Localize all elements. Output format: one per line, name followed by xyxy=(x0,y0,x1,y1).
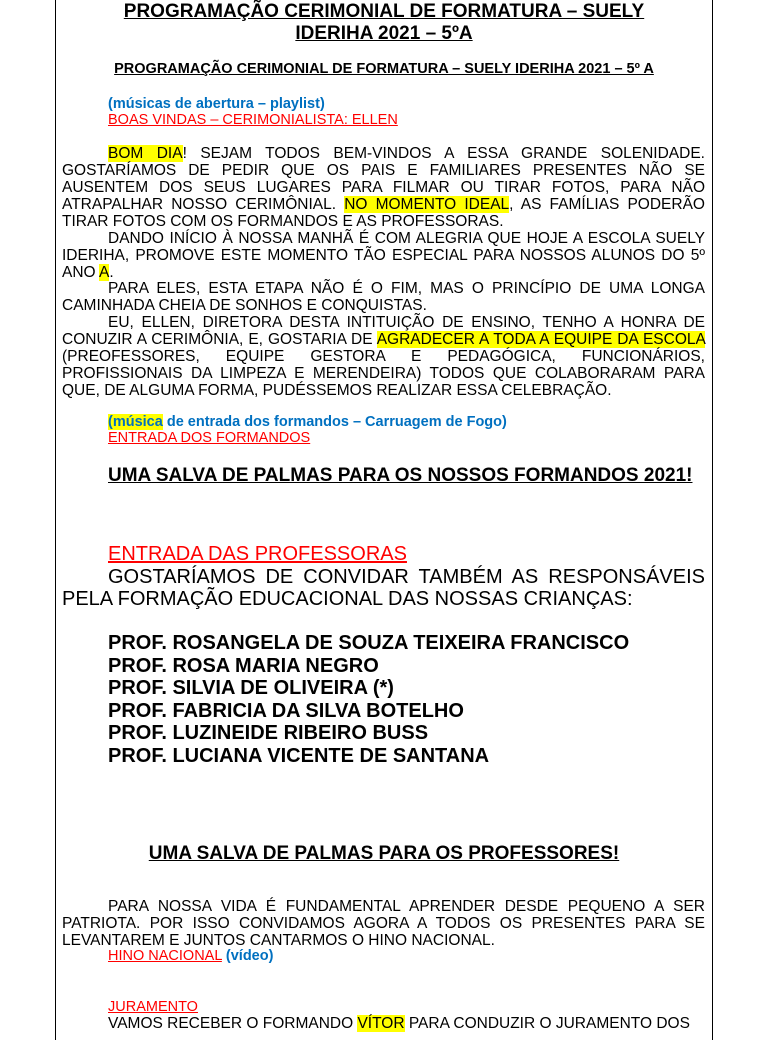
speech-text: , AS FAMÍLIAS PODERÃO TIRAR FOTOS COM OS FORMANDOS E AS PROFESSORAS. xyxy=(62,196,705,230)
speech-text: (PREOFESSORES, EQUIPE GESTORA E PEDAGÓGICA, FUNCIONÁRIOS, PROFISSIONAIS DA LIMPEZA E MERENDEIRA) TODOS QUE COLABORARAM PARA QUE, DE ALGUMA FORMA, PUDÉSSEMOS REALIZAR ESSA CELEBRAÇÃO. xyxy=(62,348,705,399)
document-subtitle: PROGRAMAÇÃO CERIMONIAL DE FORMATURA – SUELY IDERIHA 2021 – 5º A xyxy=(114,61,654,77)
highlight-vitor: VÍTOR xyxy=(357,1015,405,1032)
teacher-name: PROF. SILVIA DE OLIVEIRA (*) xyxy=(108,677,394,699)
speech-text: EU, ELLEN, DIRETORA DESTA INTITUIÇÃO DE ENSINO, TENHO A HONRA DE CONUZIR A CERIMÔNIA, E, GOSTARIA DE xyxy=(62,314,705,348)
teachers-applause: UMA SALVA DE PALMAS PARA OS PROFESSORES! xyxy=(148,843,620,864)
graduates-applause: UMA SALVA DE PALMAS PARA OS NOSSOS FORMANDOS 2021! xyxy=(108,465,693,486)
oath-heading: JURAMENTO xyxy=(108,999,198,1015)
teacher-name: PROF. LUCIANA VICENTE DE SANTANA xyxy=(108,745,490,767)
speech-text: DANDO INÍCIO À NOSSA MANHÃ É COM ALEGRIA QUE HOJE A ESCOLA SUELY IDERIHA, PROMOVE ESTE MOMENTO TÃO ESPECIAL PARA NOSSOS ALUNOS DO 5º ANO xyxy=(62,230,705,281)
teacher-name: PROF. LUZINEIDE RIBEIRO BUSS xyxy=(108,722,429,744)
anthem-heading: HINO NACIONAL xyxy=(108,948,222,964)
teachers-invite: GOSTARÍAMOS DE CONVIDAR TAMBÉM AS RESPONSÁVEIS PELA FORMAÇÃO EDUCACIONAL DAS NOSSAS CRIANÇAS: xyxy=(62,566,705,610)
anthem-line xyxy=(108,948,273,964)
anthem-note: (vídeo) xyxy=(225,948,274,964)
teacher-name: PROF. ROSA MARIA NEGRO xyxy=(108,655,379,677)
speech-paragraph-2 xyxy=(62,230,705,281)
document-title-line2: IDERIHA 2021 – 5ºA xyxy=(295,23,473,44)
entrance-heading: ENTRADA DOS FORMANDOS xyxy=(108,430,311,446)
entrance-music-note xyxy=(108,414,507,430)
speech-paragraph-4 xyxy=(62,314,705,399)
speech-paragraph-1 xyxy=(62,145,705,230)
highlight-agradecer: AGRADECER A TODA A EQUIPE DA ESCOLA xyxy=(376,331,705,348)
highlight-bom-dia: BOM DIA xyxy=(108,145,183,162)
welcome-heading: BOAS VINDAS – CERIMONIALISTA: ELLEN xyxy=(108,112,398,128)
oath-text-b: PARA CONDUZIR O JURAMENTO DOS xyxy=(404,1015,690,1032)
teachers-heading: ENTRADA DAS PROFESSORAS xyxy=(108,543,407,565)
anthem-paragraph: PARA NOSSA VIDA É FUNDAMENTAL APRENDER DESDE PEQUENO A SER PATRIOTA. POR ISSO CONVIDAMOS AGORA A TODOS OS PRESENTES PARA SE LEVANTAREM E JUNTOS CANTARMOS O HINO NACIONAL. xyxy=(62,898,705,949)
oath-text-a: VAMOS RECEBER O FORMANDO xyxy=(108,1015,358,1032)
oath-text xyxy=(108,1015,690,1033)
speech-paragraph-3: PARA ELES, ESTA ETAPA NÃO É O FIM, MAS O PRINCÍPIO DE UMA LONGA CAMINHADA CHEIA DE SONHOS E CONQUISTAS. xyxy=(62,280,705,314)
speech-text: ! SEJAM TODOS BEM-VINDOS A ESSA GRANDE SOLENIDADE. GOSTARÍAMOS DE PEDIR QUE OS PAIS E FAMILIARES PRESENTES NÃO SE AUSENTEM DOS SEUS LUGARES PARA FILMAR OU TIRAR FOTOS, PARA NÃO ATRAPALHAR NOSSO CERIMÔNIAL. xyxy=(62,145,705,213)
highlight-momento-ideal: NO MOMENTO IDEAL xyxy=(344,196,510,213)
teacher-name: PROF. FABRICIA DA SILVA BOTELHO xyxy=(108,700,464,722)
highlight-musica: (música xyxy=(108,414,163,430)
opening-music-note: (músicas de abertura – playlist) xyxy=(108,96,325,112)
entrance-music-text: de entrada dos formandos – Carruagem de Fogo) xyxy=(162,414,507,430)
teacher-name: PROF. ROSANGELA DE SOUZA TEIXEIRA FRANCISCO xyxy=(108,632,630,654)
speech-text: . xyxy=(109,264,114,281)
document-title-line1: PROGRAMAÇÃO CERIMONIAL DE FORMATURA – SUELY xyxy=(123,1,645,22)
highlight-a: A xyxy=(99,264,110,281)
